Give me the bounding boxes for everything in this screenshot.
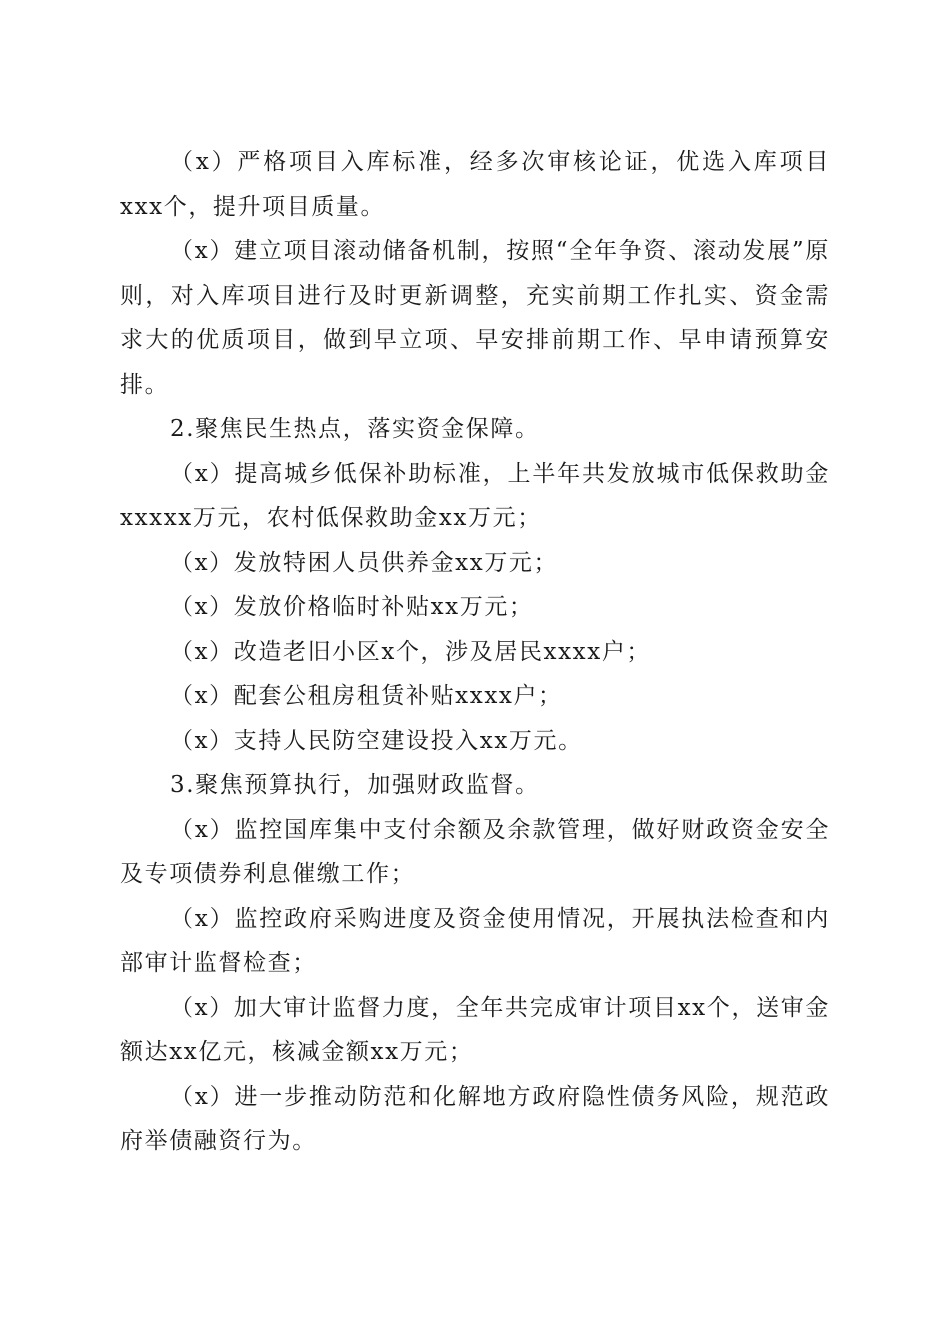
paragraph-old-community-renovation: （x）改造老旧小区x个，涉及居民xxxx户； bbox=[170, 638, 652, 665]
paragraph-civil-air-defense: （x）支持人民防空建设投入xx万元。 bbox=[170, 727, 583, 754]
paragraph-price-subsidy: （x）发放价格临时补贴xx万元； bbox=[170, 594, 534, 620]
paragraph-project-rolling-reserve: （x）建立项目滚动储备机制，按照“全年争资、滚动发展”原则，对入库项目进行及时更新调整，充实前期工作扎实、资金需求大的优质项目，做到早立项、早安排前期工作、早申请预算安排。 bbox=[120, 238, 830, 398]
section-heading-budget-execution: 3.聚焦预算执行，加强财政监督。 bbox=[170, 772, 540, 798]
paragraph-treasury-monitoring: （x）监控国库集中支付余额及余款管理，做好财政资金安全及专项债券利息催缴工作； bbox=[120, 816, 830, 887]
section-heading-livelihood: 2.聚焦民生热点，落实资金保障。 bbox=[170, 416, 540, 442]
paragraph-procurement-monitoring: （x）监控政府采购进度及资金使用情况，开展执法检查和内部审计监督检查； bbox=[120, 905, 830, 976]
paragraph-debt-risk: （x）进一步推动防范和化解地方政府隐性债务风险，规范政府举债融资行为。 bbox=[120, 1083, 830, 1154]
paragraph-special-hardship-support: （x）发放特困人员供养金xx万元； bbox=[170, 549, 559, 576]
paragraph-audit-supervision: （x）加大审计监督力度，全年共完成审计项目xx个，送审金额达xx亿元，核减金额xx万元； bbox=[120, 994, 830, 1065]
document-body bbox=[120, 140, 830, 1164]
paragraph-subsistence-allowance: （x）提高城乡低保补助标准，上半年共发放城市低保救助金xxxxx万元，农村低保救助金xx万元； bbox=[120, 460, 830, 531]
paragraph-public-rental-subsidy: （x）配套公租房租赁补贴xxxx户； bbox=[170, 683, 563, 709]
paragraph-project-library-standard: （x）严格项目入库标准，经多次审核论证，优选入库项目xxx个，提升项目质量。 bbox=[120, 149, 830, 220]
